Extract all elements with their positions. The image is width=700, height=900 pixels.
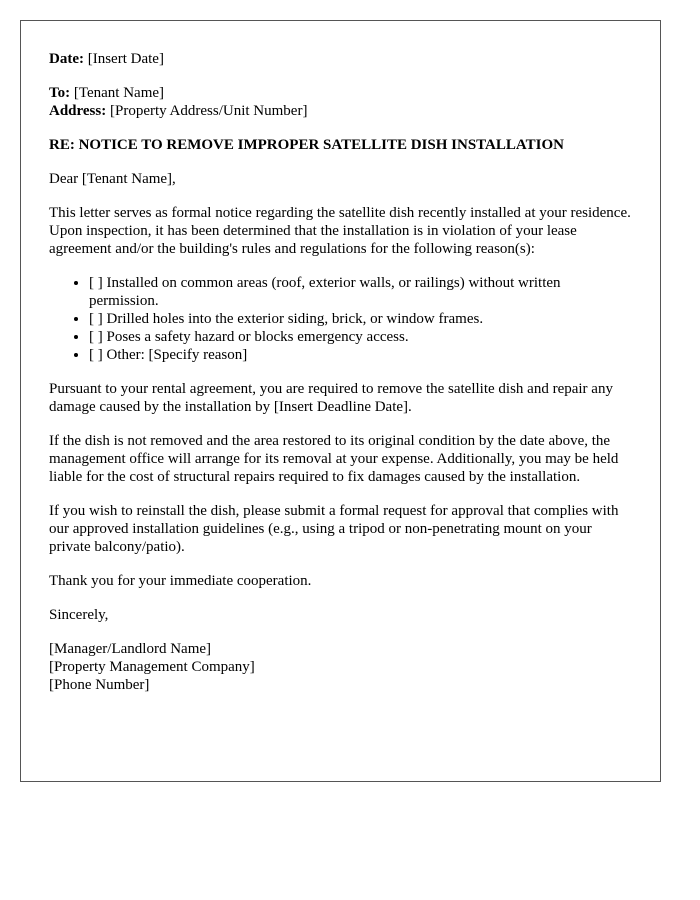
signature-block — [49, 640, 632, 694]
recipient-block: To: [Tenant Name] Address: [Property Address/Unit Number] — [49, 85, 308, 119]
reason-item: • [ ] Drilled holes into the exterior siding, brick, or window frames. — [89, 310, 632, 328]
reasons-list — [49, 274, 632, 364]
date-line: Date: [Insert Date] — [49, 51, 164, 67]
body-paragraph: If the dish is not removed and the area restored to its original condition by the date above, the management office will arrange for its removal at your expense. Additionally, you may be held liable for the cost of structural repairs required to fix damages caused by the installation. — [49, 433, 619, 485]
signature-phone: [Phone Number] — [49, 677, 150, 693]
subject-line: RE: NOTICE TO REMOVE IMPROPER SATELLITE DISH INSTALLATION — [49, 137, 564, 153]
reason-item: • [ ] Other: [Specify reason] — [89, 346, 632, 364]
date-value: [Insert Date] — [87, 51, 164, 67]
reason-item: • [ ] Poses a safety hazard or blocks emergency access. — [89, 328, 632, 346]
intro-paragraph: This letter serves as formal notice regarding the satellite dish recently installed at your residence. Upon inspection, it has been determined that the installation is in violation of your lease agreement and/or the building's rules and regulations for the following reason(s): — [49, 205, 631, 257]
tenant-name: [Tenant Name] — [73, 85, 165, 101]
body-paragraph: Pursuant to your rental agreement, you are required to remove the satellite dish and repair any damage caused by the installation by [Insert Deadline Date]. — [49, 381, 613, 415]
salutation: Dear [Tenant Name], — [49, 171, 176, 187]
property-address: [Property Address/Unit Number] — [109, 103, 308, 119]
body-paragraph: Thank you for your immediate cooperation. — [49, 573, 312, 589]
signature-company: [Property Management Company] — [49, 659, 255, 675]
signature-name: [Manager/Landlord Name] — [49, 641, 212, 657]
body-paragraph: If you wish to reinstall the dish, please submit a formal request for approval that complies with our approved installation guidelines (e.g., using a tripod or non-penetrating mount on your private balcony/patio). — [49, 503, 619, 555]
closing: Sincerely, — [49, 607, 109, 623]
letter — [20, 20, 661, 782]
reason-item: • [ ] Installed on common areas (roof, exterior walls, or railings) without written permission. — [89, 274, 632, 310]
